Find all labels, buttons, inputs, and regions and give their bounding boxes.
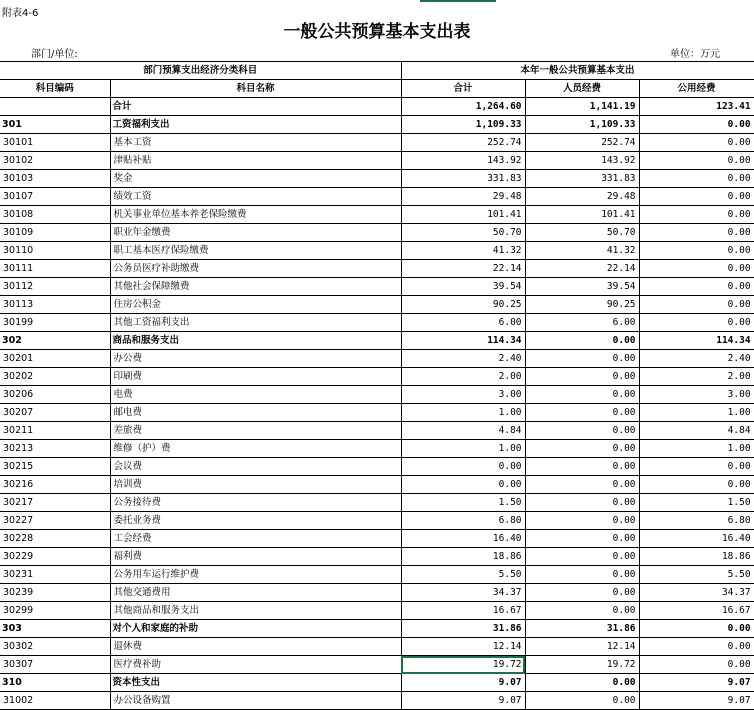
table-row: [0, 440, 754, 458]
dept-label: 部门/单位:: [31, 49, 78, 60]
unit-label: 单位：万元: [670, 49, 720, 60]
cell-name[interactable]: 会议费: [110, 458, 401, 476]
active-sheet-indicator: [420, 0, 496, 2]
cell-code[interactable]: 30216: [0, 476, 110, 494]
table-row: [0, 350, 754, 368]
cell-name[interactable]: 资本性支出: [110, 674, 401, 692]
cell-personnel[interactable]: 31.86: [525, 620, 639, 638]
cell-personnel[interactable]: 0.00: [525, 422, 639, 440]
cell-total[interactable]: 16.40: [401, 530, 525, 548]
cell-public[interactable]: 6.80: [639, 512, 754, 530]
cell-total[interactable]: 2.00: [401, 368, 525, 386]
table-row: [0, 494, 754, 512]
cell-public[interactable]: 0.00: [639, 476, 754, 494]
cell-public[interactable]: 0.00: [639, 116, 754, 134]
cell-public[interactable]: 1.50: [639, 494, 754, 512]
cell-public[interactable]: 0.00: [639, 242, 754, 260]
cell-total[interactable]: 1,264.60: [401, 98, 525, 116]
cell-code[interactable]: 30109: [0, 224, 110, 242]
cell-total[interactable]: 143.92: [401, 152, 525, 170]
cell-total[interactable]: 29.48: [401, 188, 525, 206]
table-row: [0, 620, 754, 638]
table-row: [0, 368, 754, 386]
cell-code[interactable]: 30307: [0, 656, 110, 674]
cell-personnel[interactable]: 0.00: [525, 440, 639, 458]
cell-total[interactable]: 252.74: [401, 134, 525, 152]
cell-code[interactable]: 30113: [0, 296, 110, 314]
budget-table: [0, 61, 754, 710]
cell-code[interactable]: 30239: [0, 584, 110, 602]
cell-name[interactable]: 基本工资: [110, 134, 401, 152]
cell-name[interactable]: 合计: [110, 98, 401, 116]
table-row: [0, 584, 754, 602]
cell-personnel[interactable]: 41.32: [525, 242, 639, 260]
table-row: [0, 278, 754, 296]
cell-code[interactable]: 30202: [0, 368, 110, 386]
table-row: [0, 188, 754, 206]
cell-name[interactable]: 医疗费补助: [110, 656, 401, 674]
cell-name[interactable]: 维修（护）费: [110, 440, 401, 458]
cell-public[interactable]: 2.00: [639, 368, 754, 386]
table-row: [0, 404, 754, 422]
table-row: [0, 656, 754, 674]
table-row: [0, 116, 754, 134]
cell-personnel[interactable]: 29.48: [525, 188, 639, 206]
table-row: [0, 332, 754, 350]
cell-name[interactable]: 邮电费: [110, 404, 401, 422]
table-row: [0, 674, 754, 692]
table-row: [0, 476, 754, 494]
cell-total[interactable]: 1,109.33: [401, 116, 525, 134]
cell-personnel[interactable]: 0.00: [525, 566, 639, 584]
cell-code[interactable]: 30199: [0, 314, 110, 332]
cell-personnel[interactable]: 0.00: [525, 386, 639, 404]
cell-name[interactable]: 机关事业单位基本养老保险缴费: [110, 206, 401, 224]
cell-code[interactable]: 30206: [0, 386, 110, 404]
table-row: [0, 242, 754, 260]
cell-total[interactable]: 5.50: [401, 566, 525, 584]
cell-name[interactable]: 其他社会保障缴费: [110, 278, 401, 296]
cell-name[interactable]: 住房公积金: [110, 296, 401, 314]
cell-name[interactable]: 工资福利支出: [110, 116, 401, 134]
cell-name[interactable]: 商品和服务支出: [110, 332, 401, 350]
table-row: [0, 386, 754, 404]
cell-code[interactable]: 310: [0, 674, 110, 692]
cell-public[interactable]: 0.00: [639, 134, 754, 152]
cell-total[interactable]: 6.80: [401, 512, 525, 530]
cell-name[interactable]: 电费: [110, 386, 401, 404]
cell-total[interactable]: 331.83: [401, 170, 525, 188]
header-group-left[interactable]: 部门预算支出经济分类科目: [0, 62, 401, 80]
cell-code[interactable]: 30213: [0, 440, 110, 458]
cell-total[interactable]: 0.00: [401, 458, 525, 476]
cell-code[interactable]: 30110: [0, 242, 110, 260]
cell-personnel[interactable]: 101.41: [525, 206, 639, 224]
cell-code[interactable]: 30299: [0, 602, 110, 620]
cell-public[interactable]: 0.00: [639, 620, 754, 638]
table-row: [0, 314, 754, 332]
cell-name[interactable]: 福利费: [110, 548, 401, 566]
cell-total[interactable]: 18.86: [401, 548, 525, 566]
cell-public[interactable]: 5.50: [639, 566, 754, 584]
header-personnel[interactable]: 人员经费: [525, 80, 639, 98]
header-group-row: [0, 62, 754, 80]
cell-personnel[interactable]: 143.92: [525, 152, 639, 170]
cell-total[interactable]: 12.14: [401, 638, 525, 656]
cell-total[interactable]: 90.25: [401, 296, 525, 314]
cell-code[interactable]: 30229: [0, 548, 110, 566]
cell-name[interactable]: 职业年金缴费: [110, 224, 401, 242]
cell-personnel[interactable]: 0.00: [525, 602, 639, 620]
page-title: 一般公共预算基本支出表: [283, 22, 471, 42]
cell-public[interactable]: 0.00: [639, 656, 754, 674]
cell-personnel[interactable]: 39.54: [525, 278, 639, 296]
table-row: [0, 530, 754, 548]
cell-code[interactable]: 30207: [0, 404, 110, 422]
cell-personnel[interactable]: 12.14: [525, 638, 639, 656]
table-row: [0, 260, 754, 278]
cell-personnel[interactable]: 1,109.33: [525, 116, 639, 134]
cell-public[interactable]: 0.00: [639, 206, 754, 224]
header-code[interactable]: 科目编码: [0, 80, 110, 98]
cell-total[interactable]: 39.54: [401, 278, 525, 296]
table-row: [0, 152, 754, 170]
table-row: [0, 602, 754, 620]
cell-total[interactable]: 9.07: [401, 692, 525, 710]
cell-public[interactable]: 0.00: [639, 170, 754, 188]
cell-name[interactable]: 差旅费: [110, 422, 401, 440]
cell-code[interactable]: 30201: [0, 350, 110, 368]
cell-name[interactable]: 绩效工资: [110, 188, 401, 206]
cell-code[interactable]: 30102: [0, 152, 110, 170]
cell-name[interactable]: 职工基本医疗保险缴费: [110, 242, 401, 260]
cell-public[interactable]: 9.07: [639, 674, 754, 692]
table-row: [0, 548, 754, 566]
cell-personnel[interactable]: 0.00: [525, 530, 639, 548]
cell-name[interactable]: 对个人和家庭的补助: [110, 620, 401, 638]
annex-label: 附表4-6: [2, 8, 39, 19]
cell-total[interactable]: 1.00: [401, 440, 525, 458]
cell-code[interactable]: 30231: [0, 566, 110, 584]
cell-name[interactable]: 退休费: [110, 638, 401, 656]
cell-name[interactable]: 培训费: [110, 476, 401, 494]
table-row: [0, 512, 754, 530]
cell-public[interactable]: 1.00: [639, 404, 754, 422]
cell-personnel[interactable]: 90.25: [525, 296, 639, 314]
cell-total[interactable]: 1.00: [401, 404, 525, 422]
cell-total[interactable]: 9.07: [401, 674, 525, 692]
cell-total[interactable]: 31.86: [401, 620, 525, 638]
cell-personnel[interactable]: 0.00: [525, 548, 639, 566]
cell-public[interactable]: 0.00: [639, 458, 754, 476]
cell-name[interactable]: 办公费: [110, 350, 401, 368]
cell-code[interactable]: 31002: [0, 692, 110, 710]
cell-code[interactable]: 30211: [0, 422, 110, 440]
cell-total[interactable]: 0.00: [401, 476, 525, 494]
header-total[interactable]: 合计: [401, 80, 525, 98]
cell-personnel[interactable]: 0.00: [525, 692, 639, 710]
cell-code[interactable]: 30215: [0, 458, 110, 476]
cell-personnel[interactable]: 252.74: [525, 134, 639, 152]
cell-total[interactable]: 19.72: [401, 656, 525, 674]
cell-public[interactable]: 16.40: [639, 530, 754, 548]
cell-code[interactable]: 303: [0, 620, 110, 638]
cell-name[interactable]: 其他交通费用: [110, 584, 401, 602]
cell-code[interactable]: 302: [0, 332, 110, 350]
cell-code[interactable]: 30112: [0, 278, 110, 296]
cell-name[interactable]: 公务员医疗补助缴费: [110, 260, 401, 278]
table-row: [0, 206, 754, 224]
cell-name[interactable]: 其他工资福利支出: [110, 314, 401, 332]
cell-personnel[interactable]: 0.00: [525, 332, 639, 350]
cell-total[interactable]: 2.40: [401, 350, 525, 368]
cell-total[interactable]: 114.34: [401, 332, 525, 350]
cell-personnel[interactable]: 6.00: [525, 314, 639, 332]
cell-public[interactable]: 4.84: [639, 422, 754, 440]
cell-personnel[interactable]: 331.83: [525, 170, 639, 188]
cell-personnel[interactable]: 0.00: [525, 674, 639, 692]
header-name[interactable]: 科目名称: [110, 80, 401, 98]
cell-public[interactable]: 9.07: [639, 692, 754, 710]
header-group-right[interactable]: 本年一般公共预算基本支出: [401, 62, 754, 80]
cell-total[interactable]: 1.50: [401, 494, 525, 512]
table-row: [0, 134, 754, 152]
cell-total[interactable]: 101.41: [401, 206, 525, 224]
cell-public[interactable]: 0.00: [639, 188, 754, 206]
cell-public[interactable]: 0.00: [639, 152, 754, 170]
cell-code[interactable]: 30108: [0, 206, 110, 224]
cell-personnel[interactable]: 0.00: [525, 458, 639, 476]
cell-personnel[interactable]: 0.00: [525, 584, 639, 602]
cell-public[interactable]: 123.41: [639, 98, 754, 116]
cell-public[interactable]: 0.00: [639, 638, 754, 656]
cell-public[interactable]: 0.00: [639, 296, 754, 314]
cell-code[interactable]: 30302: [0, 638, 110, 656]
cell-name[interactable]: 津贴补贴: [110, 152, 401, 170]
cell-code[interactable]: 30107: [0, 188, 110, 206]
cell-public[interactable]: 18.86: [639, 548, 754, 566]
cell-code[interactable]: [0, 98, 110, 116]
table-row: [0, 422, 754, 440]
cell-personnel[interactable]: 22.14: [525, 260, 639, 278]
cell-code[interactable]: 30217: [0, 494, 110, 512]
cell-total[interactable]: 22.14: [401, 260, 525, 278]
cell-personnel[interactable]: 0.00: [525, 512, 639, 530]
table-row: [0, 566, 754, 584]
cell-name[interactable]: 其他商品和服务支出: [110, 602, 401, 620]
cell-name[interactable]: 公务用车运行维护费: [110, 566, 401, 584]
cell-name[interactable]: 公务接待费: [110, 494, 401, 512]
cell-public[interactable]: 0.00: [639, 314, 754, 332]
cell-name[interactable]: 办公设备购置: [110, 692, 401, 710]
cell-name[interactable]: 印刷费: [110, 368, 401, 386]
cell-public[interactable]: 3.00: [639, 386, 754, 404]
cell-total[interactable]: 41.32: [401, 242, 525, 260]
cell-public[interactable]: 114.34: [639, 332, 754, 350]
cell-name[interactable]: 工会经费: [110, 530, 401, 548]
cell-public[interactable]: 0.00: [639, 278, 754, 296]
cell-personnel[interactable]: 19.72: [525, 656, 639, 674]
cell-code[interactable]: 30103: [0, 170, 110, 188]
cell-code[interactable]: 30227: [0, 512, 110, 530]
cell-public[interactable]: 0.00: [639, 224, 754, 242]
cell-total[interactable]: 50.70: [401, 224, 525, 242]
cell-public[interactable]: 2.40: [639, 350, 754, 368]
cell-public[interactable]: 1.00: [639, 440, 754, 458]
table-row: [0, 170, 754, 188]
cell-total[interactable]: 3.00: [401, 386, 525, 404]
cell-code[interactable]: 30228: [0, 530, 110, 548]
table-row: [0, 224, 754, 242]
cell-name[interactable]: 奖金: [110, 170, 401, 188]
cell-total[interactable]: 16.67: [401, 602, 525, 620]
cell-personnel[interactable]: 0.00: [525, 404, 639, 422]
table-row: [0, 98, 754, 116]
header-column-row: [0, 80, 754, 98]
cell-code[interactable]: 301: [0, 116, 110, 134]
cell-public[interactable]: 34.37: [639, 584, 754, 602]
cell-personnel[interactable]: 50.70: [525, 224, 639, 242]
header-public[interactable]: 公用经费: [639, 80, 754, 98]
table-row: [0, 296, 754, 314]
cell-personnel[interactable]: 0.00: [525, 476, 639, 494]
cell-total[interactable]: 6.00: [401, 314, 525, 332]
cell-total[interactable]: 34.37: [401, 584, 525, 602]
cell-total[interactable]: 4.84: [401, 422, 525, 440]
cell-personnel[interactable]: 0.00: [525, 368, 639, 386]
cell-name[interactable]: 委托业务费: [110, 512, 401, 530]
cell-personnel[interactable]: 0.00: [525, 350, 639, 368]
cell-personnel[interactable]: 1,141.19: [525, 98, 639, 116]
cell-code[interactable]: 30111: [0, 260, 110, 278]
table-row: [0, 692, 754, 710]
cell-personnel[interactable]: 0.00: [525, 494, 639, 512]
cell-public[interactable]: 16.67: [639, 602, 754, 620]
cell-public[interactable]: 0.00: [639, 260, 754, 278]
table-row: [0, 458, 754, 476]
cell-code[interactable]: 30101: [0, 134, 110, 152]
table-row: [0, 638, 754, 656]
